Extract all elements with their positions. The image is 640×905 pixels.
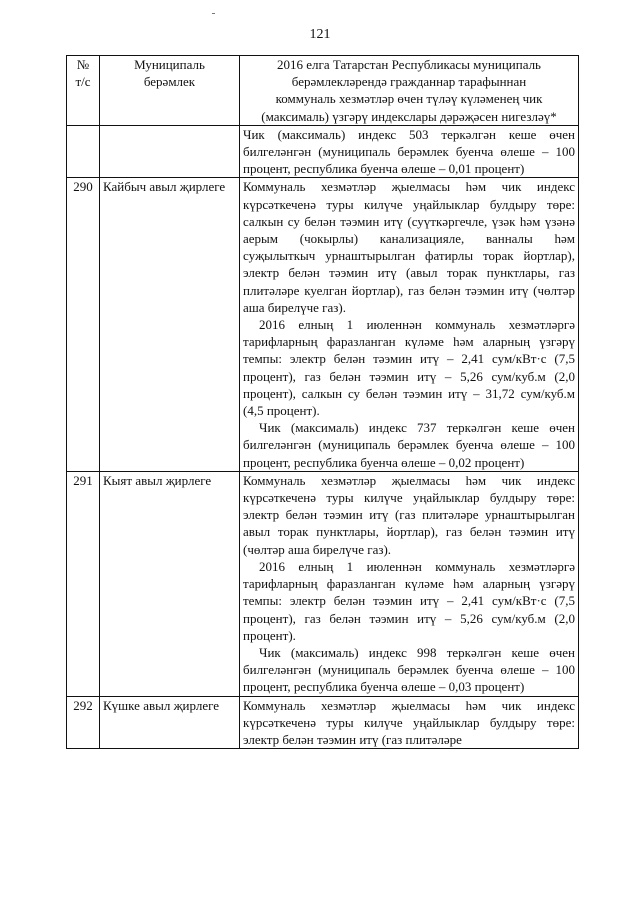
header-description-line: коммуналь хезмәтләр өчен түләү күләменең чик bbox=[275, 91, 543, 107]
header-municipality-line: Муниципаль bbox=[134, 57, 205, 72]
description-paragraph: Чик (максималь) индекс 737 теркәлгән кеше өчен билгеләнгән (муниципаль берәмлек буенча өлеше – 100 процент, республика буенча өлеше – 0,02 процент) bbox=[243, 420, 575, 470]
header-description-line: 2016 елга Татарстан Республикасы муниципаль bbox=[276, 57, 541, 72]
header-municipality bbox=[100, 56, 240, 126]
row-municipality bbox=[100, 125, 240, 178]
header-municipality-line: берәмлек bbox=[143, 74, 196, 90]
row-number: 291 bbox=[67, 471, 100, 696]
page-number: 121 bbox=[309, 27, 331, 42]
header-description-line: берәмлекләрендә гражданнар тарафыннан bbox=[291, 74, 527, 90]
row-number bbox=[67, 125, 100, 178]
table-row bbox=[67, 471, 579, 696]
description-paragraph: Чик (максималь) индекс 998 теркәлгән кеше өчен билгеләнгән (муниципаль берәмлек буенча өлеше – 100 процент, республика буенча өлеше – 0,03 процент) bbox=[243, 644, 575, 695]
table-row bbox=[67, 696, 579, 749]
row-description bbox=[240, 125, 579, 178]
description-paragraph: 2016 елның 1 июленнән коммуналь хезмәтләргә тарифларның фаразланган күләме һәм аларның үзгәрү темпы: электр белән тәэмин итү – 2,41 сум/кВт·с (7,5 процент), газ белән тәэмин итү – 5,26 сум/куб.м (2,0 процент), салкын су белән тәэмин итү – 31,72 сум/куб.м (4,5 процент). bbox=[243, 317, 575, 419]
row-municipality: Кайбыч авыл җирлеге bbox=[100, 178, 240, 471]
header-description-line: (максималь) үзгәрү индекслары дәрәҗәсен нигезләү* bbox=[261, 108, 557, 124]
description-paragraph: Коммуналь хезмәтләр җыелмасы һәм чик индекс күрсәткеченә туры килүче уңайлыклар булдыру төре: салкын су белән тәэмин итү (суүткәргечле, үзәк һәм үзәнә аерым (чокырлы) канализацияле, ванналы һәм суҗылыткыч урнаштырылган фатирлы торак йортлар), электр белән тәэмин итү (авыл торак пунктлары, газ плитәләре куелган йортлар), газ белән тәэмин итү (чөлтәр аша бирелүче газ). bbox=[243, 179, 575, 315]
header-number bbox=[67, 56, 100, 126]
row-municipality: Кыят авыл җирлеге bbox=[100, 471, 240, 696]
description-paragraph: Коммуналь хезмәтләр җыелмасы һәм чик индекс күрсәткеченә туры килүче уңайлыклар булдыру төре: электр белән тәэмин итү (газ плитәләре bbox=[243, 697, 575, 747]
row-municipality: Күшке авыл җирлеге bbox=[100, 696, 240, 749]
table-header-row bbox=[67, 56, 579, 126]
row-description bbox=[240, 471, 579, 696]
table-row bbox=[67, 125, 579, 178]
description-paragraph: Чик (максималь) индекс 503 теркәлгән кеше өчен билгеләнгән (муниципаль берәмлек буенча өлеше – 100 процент, республика буенча өлеше – 0,01 процент) bbox=[243, 126, 575, 177]
description-paragraph: Коммуналь хезмәтләр җыелмасы һәм чик индекс күрсәткеченә туры килүче уңайлыклар булдыру төре: электр белән тәэмин итү (газ плитәләре урнаштырылган авыл торак пунктлары, йортлар), газ белән тәэмин итү (чөлтәр аша бирелүче газ). bbox=[243, 472, 575, 557]
header-number-line: № bbox=[76, 57, 90, 72]
row-number: 292 bbox=[67, 696, 100, 749]
scan-mark bbox=[212, 13, 215, 14]
row-number: 290 bbox=[67, 178, 100, 471]
tariff-table bbox=[66, 55, 579, 749]
row-description bbox=[240, 178, 579, 471]
header-number-line: т/с bbox=[75, 74, 91, 90]
description-paragraph: 2016 елның 1 июленнән коммуналь хезмәтләргә тарифларның фаразланган күләме һәм аларның үзгәрү темпы: электр белән тәэмин итү – 2,41 сум/кВт·с (7,5 процент), газ белән тәэмин итү – 5,26 сум/куб.м (2,0 процент). bbox=[243, 558, 575, 643]
table-row bbox=[67, 178, 579, 471]
header-description bbox=[240, 56, 579, 126]
row-description bbox=[240, 696, 579, 749]
